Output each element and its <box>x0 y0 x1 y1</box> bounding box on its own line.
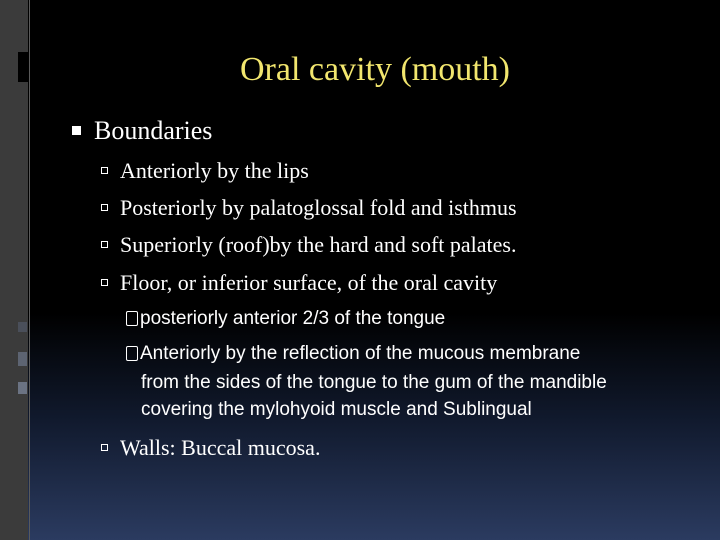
sub-list-continuation: covering the mylohyoid muscle and Sublingual <box>141 399 532 420</box>
sub-list-item-text: Anteriorly by the reflection of the mucous membrane <box>140 343 581 364</box>
hollow-square-bullet-icon <box>101 167 108 174</box>
hollow-square-bullet-icon <box>101 241 108 248</box>
hollow-square-bullet-icon <box>101 444 108 451</box>
list-item-text: Floor, or inferior surface, of the oral cavity <box>120 270 498 295</box>
filled-square-bullet-icon <box>72 126 81 135</box>
list-item-text: Posteriorly by palatoglossal fold and isthmus <box>120 195 517 220</box>
boundaries-heading: Boundaries <box>94 116 213 145</box>
sub-list-continuation: from the sides of the tongue to the gum of the mandible <box>141 372 607 393</box>
list-item-text: Superiorly (roof)by the hard and soft palates. <box>120 232 517 257</box>
slide-title: Oral cavity (mouth) <box>239 51 511 88</box>
sub-list-item <box>126 342 580 365</box>
sub-list-item <box>126 307 445 330</box>
missing-glyph-box-icon <box>126 346 138 361</box>
sub-list-item-text: posteriorly anterior 2/3 of the tongue <box>140 308 446 329</box>
list-item-text: Anteriorly by the lips <box>120 158 309 183</box>
missing-glyph-box-icon <box>126 311 138 326</box>
hollow-square-bullet-icon <box>101 279 108 286</box>
hollow-square-bullet-icon <box>101 204 108 211</box>
list-item-text: Walls: Buccal mucosa. <box>120 435 321 460</box>
